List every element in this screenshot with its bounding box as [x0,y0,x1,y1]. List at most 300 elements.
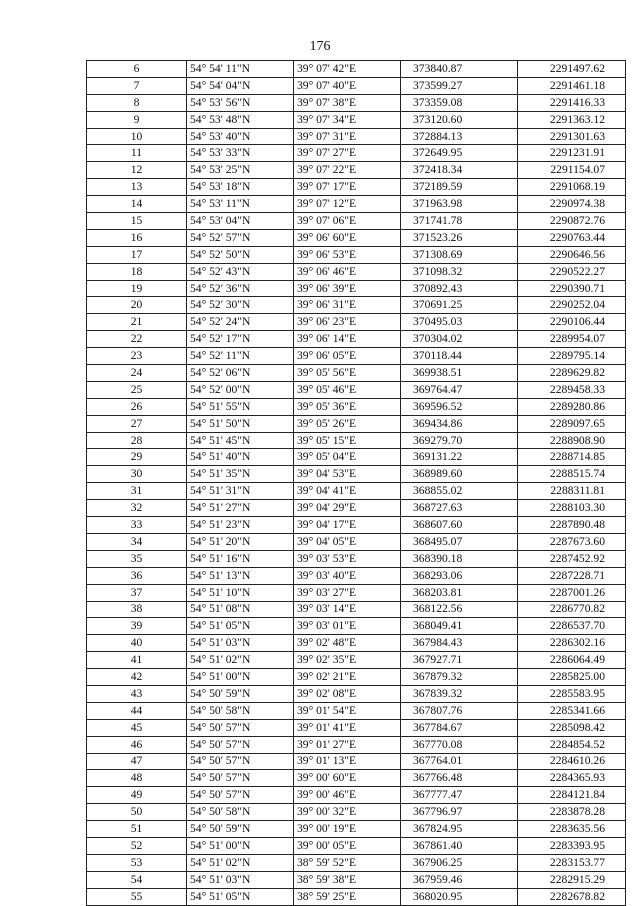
point-number-cell: 21 [87,314,187,331]
longitude-cell: 39° 04' 05"E [294,533,401,550]
point-number-cell: 22 [87,331,187,348]
x-coordinate-cell: 369596.52 [401,398,518,415]
y-coordinate-cell: 2291461.18 [518,77,626,94]
point-number-cell: 6 [87,61,187,78]
point-number-cell: 24 [87,365,187,382]
table-row [87,162,626,179]
x-coordinate-cell: 370304.02 [401,331,518,348]
table-row [87,415,626,432]
longitude-cell: 39° 00' 46"E [294,787,401,804]
latitude-cell: 54° 54' 11"N [187,61,294,78]
x-coordinate-cell: 372189.59 [401,179,518,196]
point-number-cell: 28 [87,432,187,449]
coordinates-table-body [87,61,626,906]
y-coordinate-cell: 2290646.56 [518,246,626,263]
point-number-cell: 13 [87,179,187,196]
x-coordinate-cell: 372884.13 [401,128,518,145]
y-coordinate-cell: 2287228.71 [518,567,626,584]
y-coordinate-cell: 2289097.65 [518,415,626,432]
x-coordinate-cell: 373120.60 [401,111,518,128]
y-coordinate-cell: 2287001.26 [518,584,626,601]
y-coordinate-cell: 2290763.44 [518,229,626,246]
y-coordinate-cell: 2291363.12 [518,111,626,128]
point-number-cell: 25 [87,381,187,398]
longitude-cell: 39° 00' 32"E [294,804,401,821]
point-number-cell: 8 [87,94,187,111]
y-coordinate-cell: 2288714.85 [518,449,626,466]
table-row [87,94,626,111]
longitude-cell: 39° 06' 53"E [294,246,401,263]
y-coordinate-cell: 2284610.26 [518,753,626,770]
table-row [87,888,626,905]
table-row [87,314,626,331]
latitude-cell: 54° 52' 24"N [187,314,294,331]
latitude-cell: 54° 51' 05"N [187,618,294,635]
table-row [87,736,626,753]
x-coordinate-cell: 371523.26 [401,229,518,246]
table-row [87,517,626,534]
point-number-cell: 12 [87,162,187,179]
longitude-cell: 39° 00' 19"E [294,821,401,838]
point-number-cell: 42 [87,669,187,686]
longitude-cell: 39° 07' 12"E [294,196,401,213]
point-number-cell: 36 [87,567,187,584]
longitude-cell: 39° 01' 41"E [294,719,401,736]
latitude-cell: 54° 51' 31"N [187,483,294,500]
table-row [87,702,626,719]
coordinates-table [86,60,626,906]
point-number-cell: 30 [87,466,187,483]
latitude-cell: 54° 50' 59"N [187,685,294,702]
x-coordinate-cell: 367824.95 [401,821,518,838]
table-row [87,550,626,567]
x-coordinate-cell: 367906.25 [401,854,518,871]
point-number-cell: 35 [87,550,187,567]
x-coordinate-cell: 367784.67 [401,719,518,736]
y-coordinate-cell: 2288311.81 [518,483,626,500]
y-coordinate-cell: 2289280.86 [518,398,626,415]
longitude-cell: 39° 07' 06"E [294,213,401,230]
x-coordinate-cell: 369434.86 [401,415,518,432]
longitude-cell: 38° 59' 38"E [294,871,401,888]
longitude-cell: 39° 07' 42"E [294,61,401,78]
y-coordinate-cell: 2285583.95 [518,685,626,702]
latitude-cell: 54° 53' 11"N [187,196,294,213]
x-coordinate-cell: 368727.63 [401,500,518,517]
latitude-cell: 54° 51' 40"N [187,449,294,466]
x-coordinate-cell: 369938.51 [401,365,518,382]
x-coordinate-cell: 367984.43 [401,635,518,652]
table-row [87,381,626,398]
point-number-cell: 34 [87,533,187,550]
x-coordinate-cell: 368122.56 [401,601,518,618]
x-coordinate-cell: 368855.02 [401,483,518,500]
point-number-cell: 23 [87,348,187,365]
point-number-cell: 51 [87,821,187,838]
y-coordinate-cell: 2284121.84 [518,787,626,804]
x-coordinate-cell: 373840.87 [401,61,518,78]
y-coordinate-cell: 2288908.90 [518,432,626,449]
latitude-cell: 54° 51' 08"N [187,601,294,618]
table-row [87,685,626,702]
point-number-cell: 16 [87,229,187,246]
longitude-cell: 39° 02' 35"E [294,652,401,669]
x-coordinate-cell: 368049.41 [401,618,518,635]
point-number-cell: 31 [87,483,187,500]
y-coordinate-cell: 2288103.30 [518,500,626,517]
y-coordinate-cell: 2291154.07 [518,162,626,179]
y-coordinate-cell: 2286537.70 [518,618,626,635]
longitude-cell: 39° 06' 39"E [294,280,401,297]
table-row [87,770,626,787]
x-coordinate-cell: 372649.95 [401,145,518,162]
longitude-cell: 39° 06' 60"E [294,229,401,246]
y-coordinate-cell: 2288515.74 [518,466,626,483]
y-coordinate-cell: 2286770.82 [518,601,626,618]
longitude-cell: 38° 59' 25"E [294,888,401,905]
longitude-cell: 39° 04' 17"E [294,517,401,534]
point-number-cell: 11 [87,145,187,162]
longitude-cell: 38° 59' 52"E [294,854,401,871]
y-coordinate-cell: 2283878.28 [518,804,626,821]
table-row [87,466,626,483]
latitude-cell: 54° 52' 57"N [187,229,294,246]
table-row [87,449,626,466]
y-coordinate-cell: 2283393.95 [518,837,626,854]
table-row [87,787,626,804]
longitude-cell: 39° 07' 27"E [294,145,401,162]
table-row [87,331,626,348]
x-coordinate-cell: 368390.18 [401,550,518,567]
table-row [87,196,626,213]
latitude-cell: 54° 50' 58"N [187,804,294,821]
table-row [87,246,626,263]
longitude-cell: 39° 03' 14"E [294,601,401,618]
latitude-cell: 54° 51' 13"N [187,567,294,584]
latitude-cell: 54° 53' 25"N [187,162,294,179]
x-coordinate-cell: 367770.08 [401,736,518,753]
y-coordinate-cell: 2290872.76 [518,213,626,230]
table-row [87,145,626,162]
y-coordinate-cell: 2285098.42 [518,719,626,736]
longitude-cell: 39° 04' 41"E [294,483,401,500]
longitude-cell: 39° 07' 31"E [294,128,401,145]
point-number-cell: 40 [87,635,187,652]
table-row [87,533,626,550]
longitude-cell: 39° 02' 48"E [294,635,401,652]
y-coordinate-cell: 2289458.33 [518,381,626,398]
table-row [87,871,626,888]
table-row [87,432,626,449]
latitude-cell: 54° 53' 48"N [187,111,294,128]
longitude-cell: 39° 06' 14"E [294,331,401,348]
point-number-cell: 15 [87,213,187,230]
latitude-cell: 54° 52' 17"N [187,331,294,348]
point-number-cell: 44 [87,702,187,719]
point-number-cell: 33 [87,517,187,534]
table-row [87,753,626,770]
y-coordinate-cell: 2286064.49 [518,652,626,669]
y-coordinate-cell: 2289795.14 [518,348,626,365]
latitude-cell: 54° 51' 16"N [187,550,294,567]
longitude-cell: 39° 05' 15"E [294,432,401,449]
y-coordinate-cell: 2289954.07 [518,331,626,348]
point-number-cell: 18 [87,263,187,280]
longitude-cell: 39° 05' 36"E [294,398,401,415]
latitude-cell: 54° 51' 03"N [187,635,294,652]
latitude-cell: 54° 52' 06"N [187,365,294,382]
y-coordinate-cell: 2283153.77 [518,854,626,871]
longitude-cell: 39° 05' 26"E [294,415,401,432]
longitude-cell: 39° 05' 04"E [294,449,401,466]
table-row [87,128,626,145]
table-row [87,365,626,382]
latitude-cell: 54° 50' 57"N [187,770,294,787]
x-coordinate-cell: 367764.01 [401,753,518,770]
x-coordinate-cell: 371963.98 [401,196,518,213]
x-coordinate-cell: 370892.43 [401,280,518,297]
longitude-cell: 39° 06' 31"E [294,297,401,314]
longitude-cell: 39° 07' 38"E [294,94,401,111]
y-coordinate-cell: 2282915.29 [518,871,626,888]
longitude-cell: 39° 00' 60"E [294,770,401,787]
table-row [87,179,626,196]
point-number-cell: 52 [87,837,187,854]
page-number: 176 [309,39,331,54]
x-coordinate-cell: 367927.71 [401,652,518,669]
longitude-cell: 39° 03' 53"E [294,550,401,567]
table-row [87,500,626,517]
latitude-cell: 54° 51' 20"N [187,533,294,550]
point-number-cell: 48 [87,770,187,787]
x-coordinate-cell: 370495.03 [401,314,518,331]
y-coordinate-cell: 2290974.38 [518,196,626,213]
x-coordinate-cell: 368203.81 [401,584,518,601]
point-number-cell: 32 [87,500,187,517]
point-number-cell: 17 [87,246,187,263]
point-number-cell: 14 [87,196,187,213]
latitude-cell: 54° 50' 59"N [187,821,294,838]
table-row [87,483,626,500]
longitude-cell: 39° 03' 40"E [294,567,401,584]
y-coordinate-cell: 2285825.00 [518,669,626,686]
longitude-cell: 39° 03' 27"E [294,584,401,601]
y-coordinate-cell: 2291068.19 [518,179,626,196]
y-coordinate-cell: 2286302.16 [518,635,626,652]
longitude-cell: 39° 00' 05"E [294,837,401,854]
x-coordinate-cell: 369279.70 [401,432,518,449]
point-number-cell: 49 [87,787,187,804]
y-coordinate-cell: 2287890.48 [518,517,626,534]
table-row [87,635,626,652]
y-coordinate-cell: 2284854.52 [518,736,626,753]
y-coordinate-cell: 2290252.04 [518,297,626,314]
longitude-cell: 39° 01' 54"E [294,702,401,719]
table-row [87,601,626,618]
x-coordinate-cell: 368989.60 [401,466,518,483]
point-number-cell: 7 [87,77,187,94]
x-coordinate-cell: 373359.08 [401,94,518,111]
longitude-cell: 39° 07' 22"E [294,162,401,179]
x-coordinate-cell: 373599.27 [401,77,518,94]
longitude-cell: 39° 07' 34"E [294,111,401,128]
latitude-cell: 54° 51' 10"N [187,584,294,601]
table-row [87,854,626,871]
point-number-cell: 27 [87,415,187,432]
latitude-cell: 54° 51' 55"N [187,398,294,415]
latitude-cell: 54° 51' 02"N [187,854,294,871]
x-coordinate-cell: 367839.32 [401,685,518,702]
x-coordinate-cell: 372418.34 [401,162,518,179]
table-row [87,567,626,584]
longitude-cell: 39° 05' 46"E [294,381,401,398]
longitude-cell: 39° 03' 01"E [294,618,401,635]
y-coordinate-cell: 2287673.60 [518,533,626,550]
x-coordinate-cell: 370118.44 [401,348,518,365]
x-coordinate-cell: 367959.46 [401,871,518,888]
longitude-cell: 39° 02' 08"E [294,685,401,702]
table-row [87,804,626,821]
table-row [87,719,626,736]
longitude-cell: 39° 07' 17"E [294,179,401,196]
y-coordinate-cell: 2290522.27 [518,263,626,280]
x-coordinate-cell: 367879.32 [401,669,518,686]
longitude-cell: 39° 06' 23"E [294,314,401,331]
point-number-cell: 29 [87,449,187,466]
point-number-cell: 55 [87,888,187,905]
point-number-cell: 43 [87,685,187,702]
y-coordinate-cell: 2290106.44 [518,314,626,331]
point-number-cell: 38 [87,601,187,618]
y-coordinate-cell: 2283635.56 [518,821,626,838]
latitude-cell: 54° 54' 04"N [187,77,294,94]
point-number-cell: 39 [87,618,187,635]
latitude-cell: 54° 52' 50"N [187,246,294,263]
latitude-cell: 54° 50' 58"N [187,702,294,719]
point-number-cell: 9 [87,111,187,128]
table-row [87,348,626,365]
table-row [87,263,626,280]
latitude-cell: 54° 52' 43"N [187,263,294,280]
longitude-cell: 39° 01' 27"E [294,736,401,753]
latitude-cell: 54° 53' 40"N [187,128,294,145]
x-coordinate-cell: 368607.60 [401,517,518,534]
point-number-cell: 41 [87,652,187,669]
y-coordinate-cell: 2291416.33 [518,94,626,111]
x-coordinate-cell: 370691.25 [401,297,518,314]
table-row [87,821,626,838]
point-number-cell: 20 [87,297,187,314]
latitude-cell: 54° 51' 27"N [187,500,294,517]
longitude-cell: 39° 07' 40"E [294,77,401,94]
latitude-cell: 54° 52' 00"N [187,381,294,398]
latitude-cell: 54° 53' 18"N [187,179,294,196]
longitude-cell: 39° 02' 21"E [294,669,401,686]
point-number-cell: 53 [87,854,187,871]
point-number-cell: 45 [87,719,187,736]
latitude-cell: 54° 51' 00"N [187,669,294,686]
x-coordinate-cell: 371098.32 [401,263,518,280]
longitude-cell: 39° 04' 53"E [294,466,401,483]
longitude-cell: 39° 05' 56"E [294,365,401,382]
y-coordinate-cell: 2290390.71 [518,280,626,297]
point-number-cell: 46 [87,736,187,753]
table-row [87,837,626,854]
y-coordinate-cell: 2287452.92 [518,550,626,567]
x-coordinate-cell: 368495.07 [401,533,518,550]
table-row [87,77,626,94]
longitude-cell: 39° 04' 29"E [294,500,401,517]
point-number-cell: 54 [87,871,187,888]
latitude-cell: 54° 51' 50"N [187,415,294,432]
longitude-cell: 39° 01' 13"E [294,753,401,770]
point-number-cell: 50 [87,804,187,821]
table-row [87,669,626,686]
latitude-cell: 54° 51' 23"N [187,517,294,534]
latitude-cell: 54° 50' 57"N [187,753,294,770]
table-row [87,61,626,78]
latitude-cell: 54° 50' 57"N [187,736,294,753]
table-row [87,229,626,246]
x-coordinate-cell: 368020.95 [401,888,518,905]
table-row [87,297,626,314]
x-coordinate-cell: 367796.97 [401,804,518,821]
latitude-cell: 54° 51' 02"N [187,652,294,669]
y-coordinate-cell: 2284365.93 [518,770,626,787]
y-coordinate-cell: 2289629.82 [518,365,626,382]
latitude-cell: 54° 51' 05"N [187,888,294,905]
latitude-cell: 54° 52' 36"N [187,280,294,297]
table-row [87,652,626,669]
point-number-cell: 37 [87,584,187,601]
y-coordinate-cell: 2282678.82 [518,888,626,905]
x-coordinate-cell: 369131.22 [401,449,518,466]
x-coordinate-cell: 367861.40 [401,837,518,854]
table-row [87,398,626,415]
latitude-cell: 54° 52' 30"N [187,297,294,314]
x-coordinate-cell: 371741.78 [401,213,518,230]
x-coordinate-cell: 369764.47 [401,381,518,398]
y-coordinate-cell: 2291301.63 [518,128,626,145]
x-coordinate-cell: 367777.47 [401,787,518,804]
latitude-cell: 54° 53' 04"N [187,213,294,230]
latitude-cell: 54° 51' 00"N [187,837,294,854]
table-row [87,213,626,230]
longitude-cell: 39° 06' 46"E [294,263,401,280]
x-coordinate-cell: 367807.76 [401,702,518,719]
x-coordinate-cell: 367766.48 [401,770,518,787]
latitude-cell: 54° 51' 03"N [187,871,294,888]
table-row [87,280,626,297]
point-number-cell: 26 [87,398,187,415]
table-row [87,111,626,128]
latitude-cell: 54° 50' 57"N [187,787,294,804]
longitude-cell: 39° 06' 05"E [294,348,401,365]
latitude-cell: 54° 53' 56"N [187,94,294,111]
table-row [87,618,626,635]
latitude-cell: 54° 53' 33"N [187,145,294,162]
y-coordinate-cell: 2291497.62 [518,61,626,78]
x-coordinate-cell: 368293.06 [401,567,518,584]
point-number-cell: 19 [87,280,187,297]
latitude-cell: 54° 51' 35"N [187,466,294,483]
point-number-cell: 47 [87,753,187,770]
latitude-cell: 54° 50' 57"N [187,719,294,736]
y-coordinate-cell: 2291231.91 [518,145,626,162]
latitude-cell: 54° 52' 11"N [187,348,294,365]
table-row [87,584,626,601]
point-number-cell: 10 [87,128,187,145]
